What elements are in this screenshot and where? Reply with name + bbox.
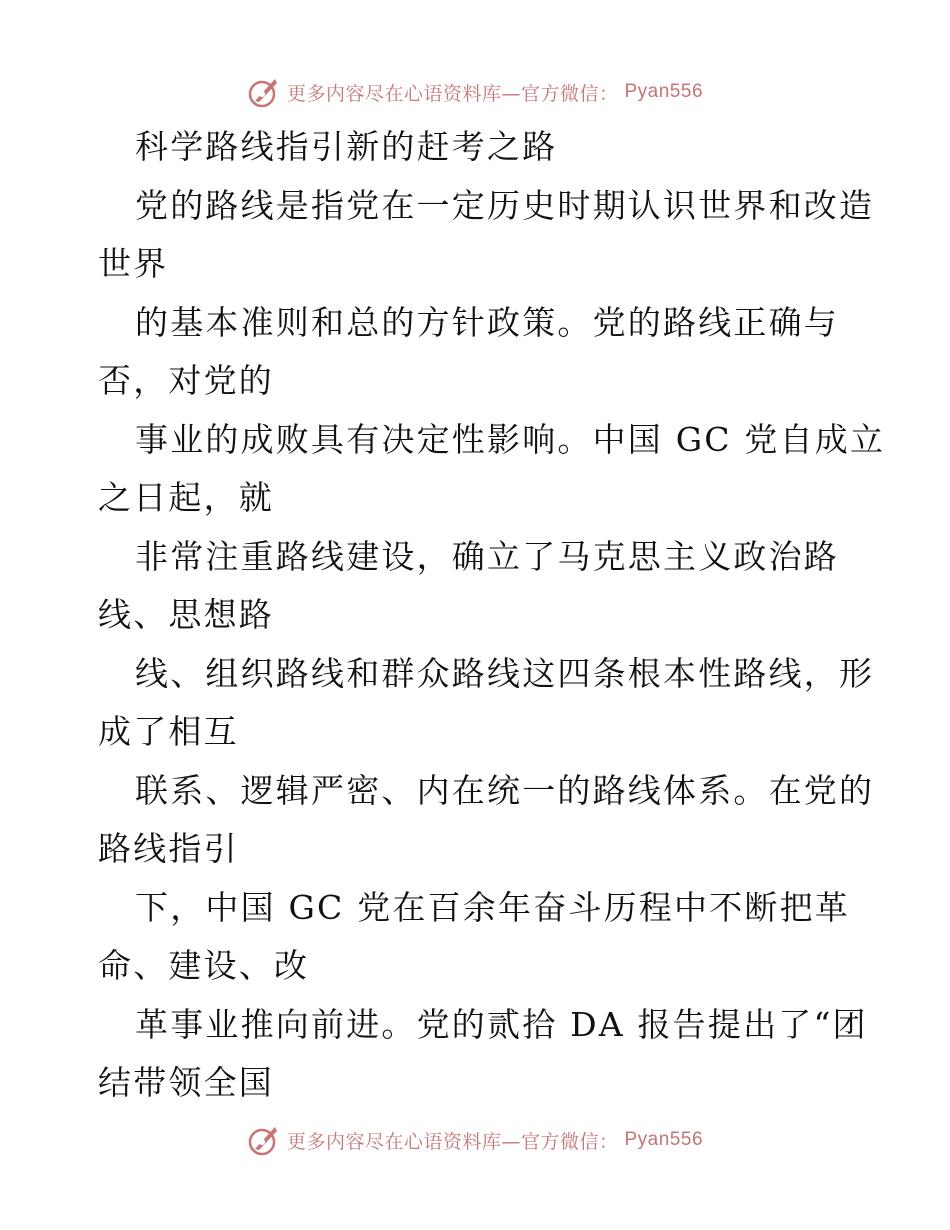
watermark-text: 更多内容尽在心语资料库—官方微信： bbox=[286, 1130, 619, 1153]
watermark-text: 更多内容尽在心语资料库—官方微信： bbox=[286, 82, 619, 105]
text-line: 下，中国 GC 党在百余年奋斗历程中不断把革 bbox=[135, 887, 850, 927]
quill-logo-icon bbox=[247, 75, 281, 109]
text-line: 命、建设、改 bbox=[98, 946, 310, 985]
text-line: 成了相互 bbox=[98, 712, 239, 751]
text-line: 否，对党的 bbox=[98, 361, 274, 400]
text-line: 路线指引 bbox=[98, 829, 239, 868]
text-line: 之日起，就 bbox=[98, 478, 274, 517]
text-line: 的基本准则和总的方针政策。党的路线正确与 bbox=[135, 302, 839, 342]
text-line: 结带领全国 bbox=[98, 1063, 274, 1102]
text-line: 线、思想路 bbox=[98, 595, 274, 634]
text-line: 党的路线是指党在一定历史时期认识世界和改造 bbox=[135, 185, 875, 225]
text-line: 世界 bbox=[98, 244, 169, 283]
text-line: 非常注重路线建设，确立了马克思主义政治路 bbox=[135, 536, 839, 576]
text-line: 事业的成败具有决定性影响。中国 GC 党自成立 bbox=[135, 419, 886, 459]
watermark-footer bbox=[0, 1120, 950, 1160]
quill-logo-icon bbox=[247, 1123, 281, 1157]
text-line: 科学路线指引新的赶考之路 bbox=[135, 127, 558, 166]
watermark-handle: Pyan556 bbox=[624, 1129, 704, 1150]
text-line: 联系、逻辑严密、内在统一的路线体系。在党的 bbox=[135, 770, 875, 810]
text-line: 革事业推向前进。党的贰拾 DA 报告提出了“团 bbox=[135, 1004, 868, 1044]
text-line: 线、组织路线和群众路线这四条根本性路线，形 bbox=[135, 653, 875, 693]
watermark-header bbox=[0, 72, 950, 112]
watermark-handle: Pyan556 bbox=[624, 81, 704, 102]
document-body bbox=[98, 118, 886, 1113]
